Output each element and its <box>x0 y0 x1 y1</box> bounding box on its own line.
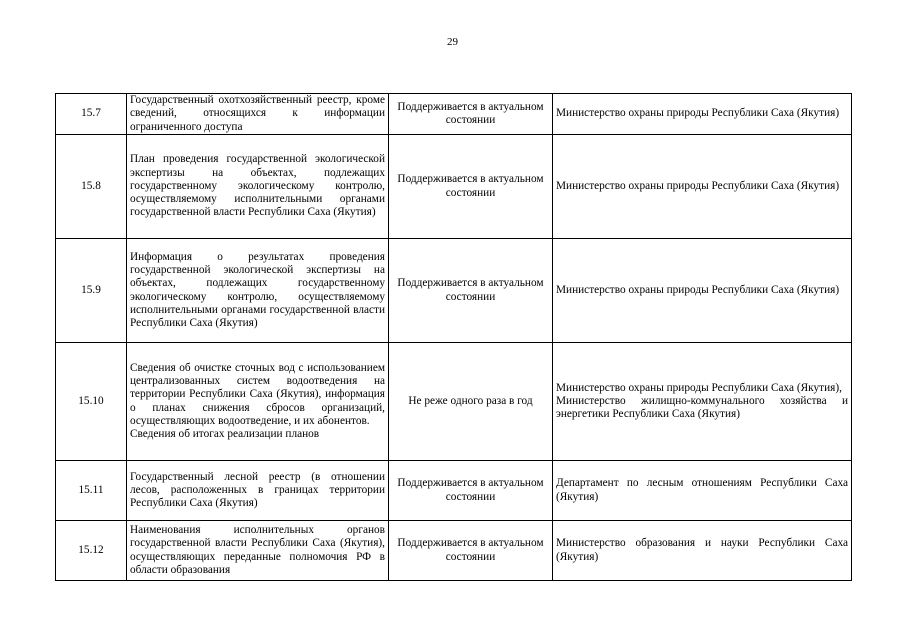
row-description: План проведения государственной экологической экспертизы на объектах, подлежащих государственному экологическому контролю, осуществляемому исполнительными органами государственной власти Республики Саха (Якутия) <box>127 135 389 239</box>
registry-table <box>55 93 852 581</box>
table-row <box>56 239 852 343</box>
table-row <box>56 135 852 239</box>
row-number: 15.10 <box>56 343 127 461</box>
row-description: Сведения об очистке сточных вод с использованием централизованных систем водоотведения на территории Республики Саха (Якутия), информация о планах снижения сбросов организаций, осуществляющих водоотведение, и их абонентов. Сведения об итогах реализации планов <box>127 343 389 461</box>
row-number: 15.7 <box>56 94 127 135</box>
row-responsible: Министерство охраны природы Республики Саха (Якутия), Министерство жилищно-коммунального хозяйства и энергетики Республики Саха (Якутия) <box>553 343 852 461</box>
row-responsible: Министерство образования и науки Республики Саха (Якутия) <box>553 521 852 581</box>
row-description: Государственный охотхозяйственный реестр, кроме сведений, относящихся к информации ограниченного доступа <box>127 94 389 135</box>
row-number: 15.11 <box>56 461 127 521</box>
row-description: Информация о результатах проведения государственной экологической экспертизы на объектах, подлежащих государственному экологическому контролю, осуществляемому исполнительными органами государственной власти Республики Саха (Якутия) <box>127 239 389 343</box>
row-responsible: Министерство охраны природы Республики Саха (Якутия) <box>553 94 852 135</box>
row-number: 15.8 <box>56 135 127 239</box>
row-responsible: Министерство охраны природы Республики Саха (Якутия) <box>553 239 852 343</box>
page-number: 29 <box>447 36 458 48</box>
row-frequency: Поддерживается в актуальном состоянии <box>389 135 553 239</box>
row-frequency: Не реже одного раза в год <box>389 343 553 461</box>
row-number: 15.9 <box>56 239 127 343</box>
row-description: Государственный лесной реестр (в отношении лесов, расположенных в границах территории Республики Саха (Якутия) <box>127 461 389 521</box>
table-row <box>56 521 852 581</box>
row-responsible: Министерство охраны природы Республики Саха (Якутия) <box>553 135 852 239</box>
table-row <box>56 94 852 135</box>
row-responsible: Департамент по лесным отношениям Республики Саха (Якутия) <box>553 461 852 521</box>
row-frequency: Поддерживается в актуальном состоянии <box>389 461 553 521</box>
row-description: Наименования исполнительных органов государственной власти Республики Саха (Якутия), осуществляющих переданные полномочия РФ в области образования <box>127 521 389 581</box>
table-row <box>56 461 852 521</box>
table-row <box>56 343 852 461</box>
row-number: 15.12 <box>56 521 127 581</box>
row-frequency: Поддерживается в актуальном состоянии <box>389 239 553 343</box>
row-frequency: Поддерживается в актуальном состоянии <box>389 94 553 135</box>
row-frequency: Поддерживается в актуальном состоянии <box>389 521 553 581</box>
